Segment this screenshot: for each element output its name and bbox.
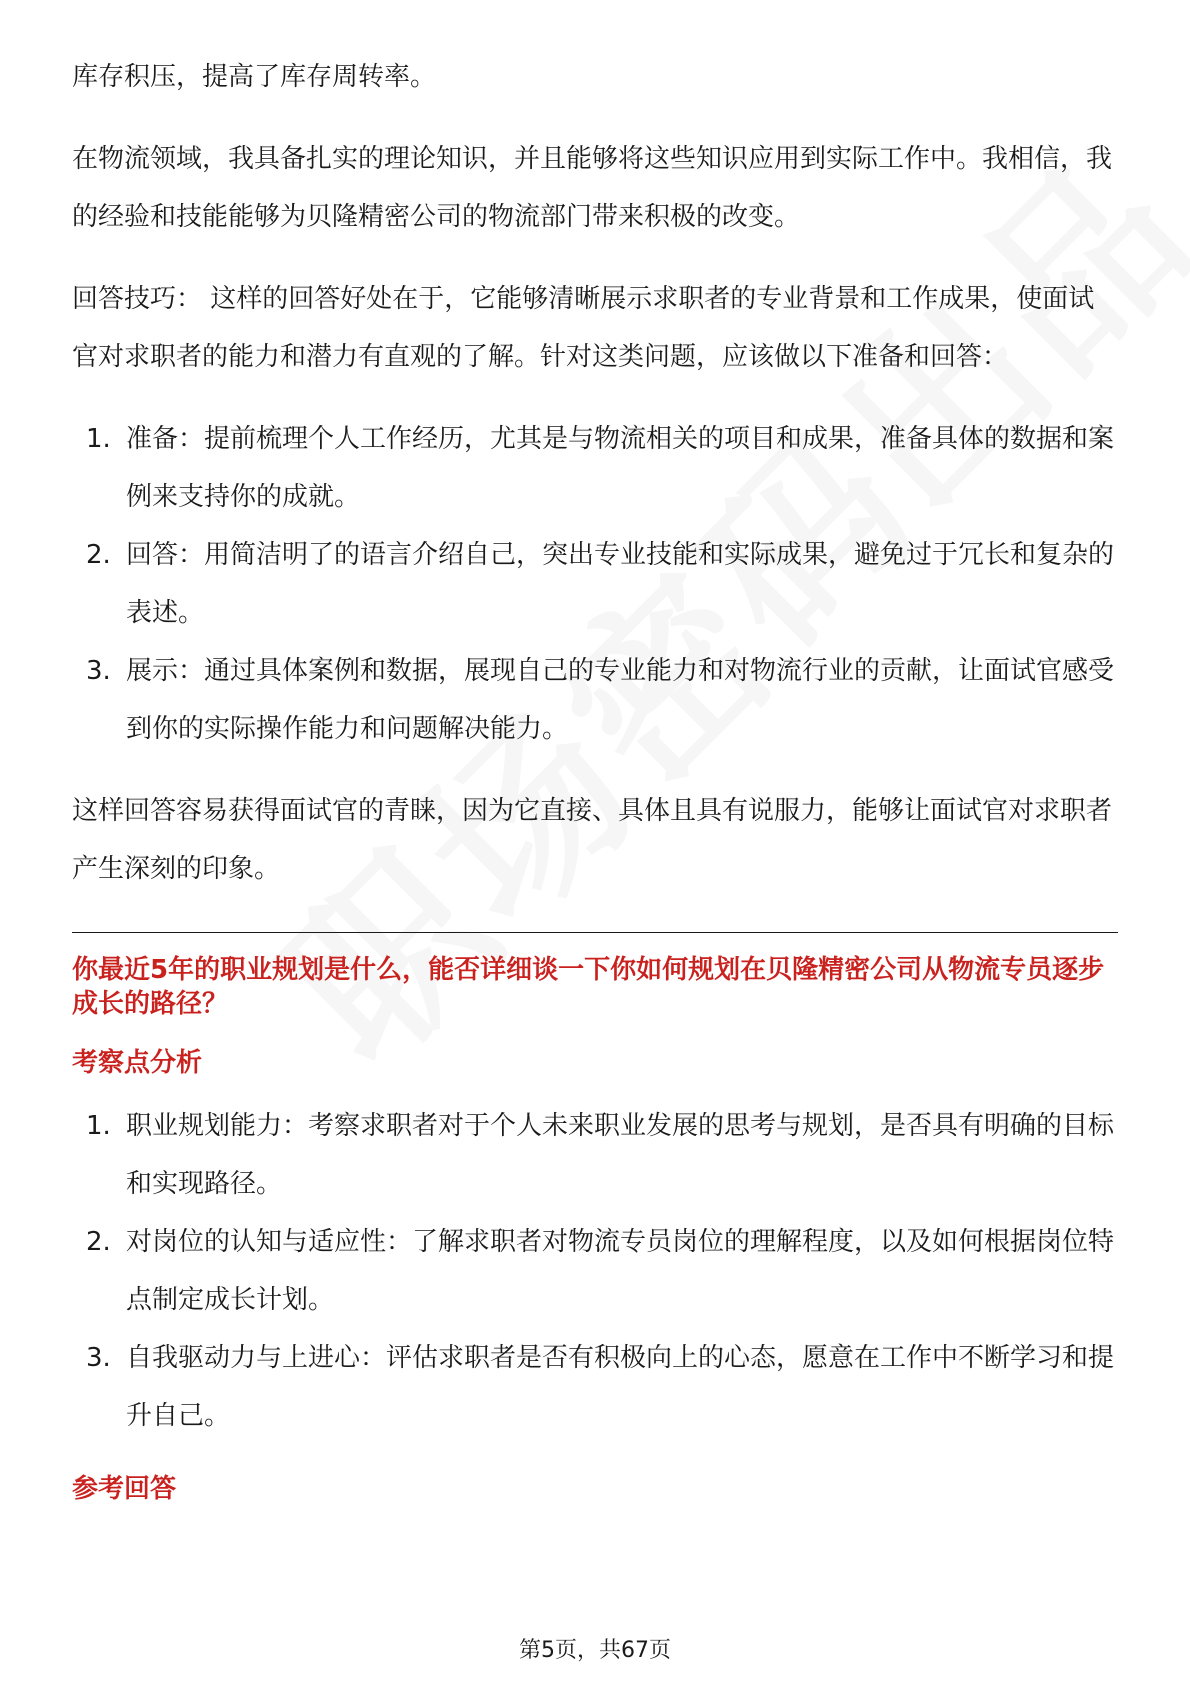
list-item <box>72 410 1118 526</box>
list-item <box>72 526 1118 642</box>
list-item-text: 准备：提前梳理个人工作经历，尤其是与物流相关的项目和成果，准备具体的数据和案例来支持你的成就。 <box>126 424 1115 512</box>
list-item <box>72 1097 1118 1213</box>
list-item-text: 自我驱动力与上进心：评估求职者是否有积极向上的心态，愿意在工作中不断学习和提升自己。 <box>126 1343 1115 1431</box>
list-item <box>72 1329 1118 1445</box>
list-number: 3. <box>86 656 111 686</box>
list-number: 2. <box>86 1227 111 1257</box>
paragraph: 库存积压，提高了库存周转率。 <box>72 62 437 92</box>
closing-paragraph: 这样回答容易获得面试官的青睐，因为它直接、具体且具有说服力，能够让面试官对求职者产生深刻的印象。 <box>72 796 1113 884</box>
list-item-text: 展示：通过具体案例和数据，展现自己的专业能力和对物流行业的贡献，让面试官感受到你的实际操作能力和问题解决能力。 <box>126 656 1115 744</box>
list-number: 3. <box>86 1343 111 1373</box>
page-content <box>72 48 1118 1523</box>
tips-list <box>72 410 1118 758</box>
page-number-footer: 第5页，共67页 <box>519 1638 671 1663</box>
answer-tips-paragraph: 回答技巧： 这样的回答好处在于，它能够清晰展示求职者的专业背景和工作成果，使面试官对求职者的能力和潜力有直观的了解。针对这类问题，应该做以下准备和回答： <box>72 284 1095 372</box>
list-number: 1. <box>86 1111 111 1141</box>
list-item-text: 对岗位的认知与适应性：了解求职者对物流专员岗位的理解程度，以及如何根据岗位特点制定成长计划。 <box>126 1227 1115 1315</box>
list-item <box>72 1213 1118 1329</box>
list-item-text: 职业规划能力：考察求职者对于个人未来职业发展的思考与规划，是否具有明确的目标和实现路径。 <box>126 1111 1115 1199</box>
list-number: 1. <box>86 424 111 454</box>
paragraph: 在物流领域，我具备扎实的理论知识，并且能够将这些知识应用到实际工作中。我相信，我的经验和技能能够为贝隆精密公司的物流部门带来积极的改变。 <box>72 144 1113 232</box>
list-item <box>72 642 1118 758</box>
analysis-list <box>72 1097 1118 1445</box>
list-item-text: 回答：用简洁明了的语言介绍自己，突出专业技能和实际成果，避免过于冗长和复杂的表述。 <box>126 540 1115 628</box>
section-divider <box>72 932 1118 933</box>
list-number: 2. <box>86 540 111 570</box>
analysis-heading: 考察点分析 <box>72 1048 203 1078</box>
reference-answer-heading: 参考回答 <box>72 1474 177 1504</box>
interview-question: 你最近5年的职业规划是什么，能否详细谈一下你如何规划在贝隆精密公司从物流专员逐步成长的路径？ <box>72 955 1105 1019</box>
